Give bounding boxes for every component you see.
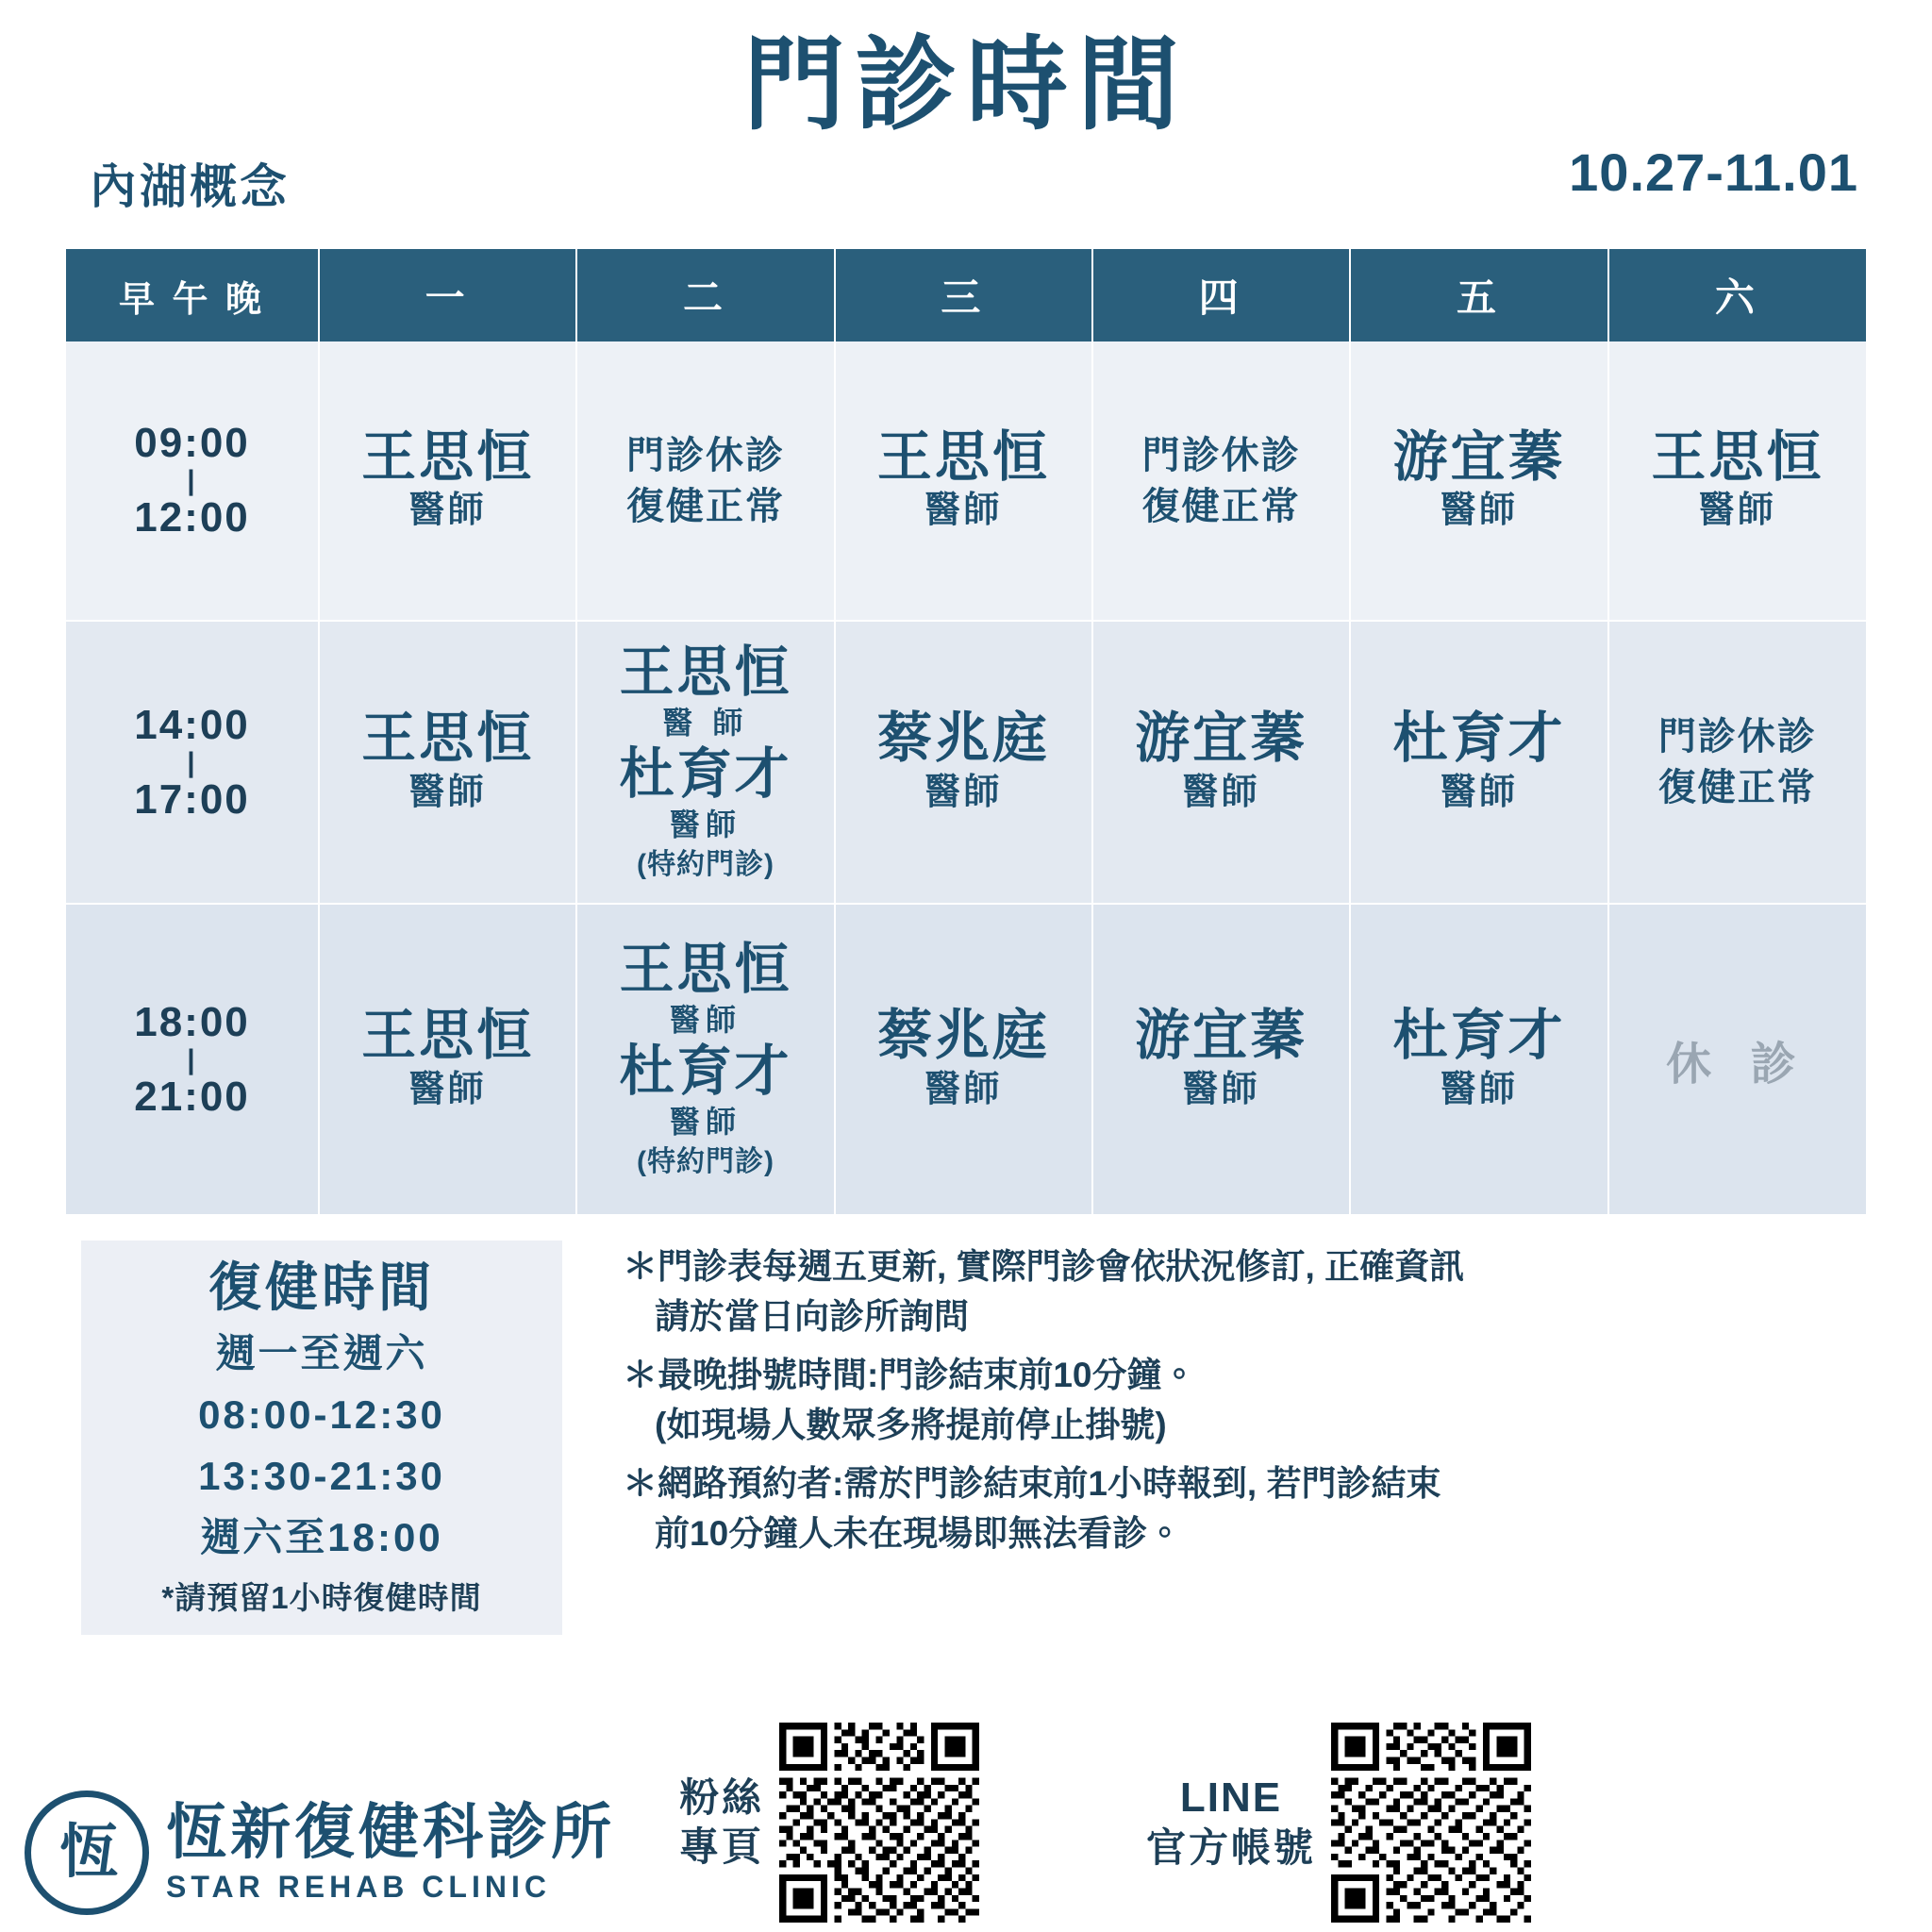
- slot-wed-morning: [835, 341, 1092, 621]
- table-row: [66, 341, 1866, 621]
- doctor-role: 醫師: [408, 1069, 487, 1109]
- doctor-name: 王思恒: [361, 708, 535, 770]
- special-clinic-note: (特約門診): [637, 1145, 774, 1177]
- doctor-role-secondary: 醫師: [669, 808, 741, 842]
- time-cell-evening: [66, 904, 319, 1215]
- time-end: 12:00: [134, 494, 250, 541]
- doctor-name: 王思恒: [361, 425, 535, 488]
- slot-tue-evening: [576, 904, 834, 1215]
- clinic-logo: [25, 1790, 615, 1915]
- doctor-name-primary: 王思恒: [619, 938, 792, 1000]
- doctor-role-secondary: 醫師: [669, 1105, 741, 1140]
- slot-note-line1: 門診休診: [625, 434, 785, 476]
- time-end: 17:00: [134, 775, 250, 823]
- table-header-row: [66, 249, 1866, 341]
- doctor-name: 游宜蓁: [1392, 425, 1566, 488]
- doctor-name: 游宜蓁: [1135, 1005, 1308, 1067]
- slot-note-line2: 復健正常: [625, 485, 785, 527]
- doctor-role: 醫師: [1182, 772, 1260, 812]
- schedule-table: [66, 249, 1866, 1216]
- note-main: ＊最晚掛號時間:門診結束前10分鐘。: [623, 1356, 1197, 1395]
- qr-group-line: [1146, 1723, 1531, 1923]
- doctor-name: 王思恒: [1651, 425, 1824, 488]
- qr-label-fans-line1: 粉絲: [679, 1774, 765, 1820]
- date-range: 10.27-11.01: [1569, 142, 1858, 203]
- clinic-name-en: STAR REHAB CLINIC: [166, 1870, 551, 1905]
- slot-mon-morning: [319, 341, 576, 621]
- note-item: [623, 1242, 1858, 1341]
- closed-badge: 休 診: [1666, 1039, 1809, 1090]
- slot-mon-evening: [319, 904, 576, 1215]
- slot-fri-afternoon: [1350, 621, 1607, 904]
- branch-name: 內湖概念: [90, 160, 290, 214]
- doctor-name: 杜育才: [1392, 1005, 1566, 1067]
- note-indent: 請於當日向診所詢問: [655, 1296, 969, 1336]
- clinic-name-cn: 恆新復健科診所: [166, 1797, 615, 1866]
- doctor-name: 王思恒: [876, 425, 1050, 488]
- column-header-thu: 四: [1092, 249, 1350, 341]
- doctor-name-secondary: 杜育才: [619, 743, 792, 806]
- slot-note-line2: 復健正常: [1657, 767, 1817, 809]
- slot-thu-morning: [1092, 341, 1350, 621]
- rehab-line-saturday: 週六至18:00: [200, 1515, 443, 1560]
- doctor-name: 蔡兆庭: [876, 1005, 1050, 1067]
- doctor-name: 蔡兆庭: [876, 708, 1050, 770]
- doctor-role: 醫師: [408, 772, 487, 812]
- slot-fri-morning: [1350, 341, 1607, 621]
- doctor-role: 醫師: [924, 1069, 1003, 1109]
- qr-label-fans-line2: 專頁: [679, 1824, 765, 1869]
- slot-mon-afternoon: [319, 621, 576, 904]
- rehab-footnote: *請預留1小時復健時間: [161, 1580, 482, 1616]
- rehab-title: 復健時間: [208, 1257, 435, 1318]
- clinic-name-block: [166, 1797, 615, 1905]
- doctor-name-secondary: 杜育才: [619, 1041, 792, 1103]
- slot-sat-morning: [1608, 341, 1866, 621]
- doctor-role-primary: 醫師: [669, 1002, 741, 1037]
- slot-sat-evening: [1608, 904, 1866, 1215]
- table-row: [66, 621, 1866, 904]
- rehab-line-evening: 13:30-21:30: [198, 1454, 445, 1499]
- note-main: ＊門診表每週五更新, 實際門診會依狀況修訂, 正確資訊: [623, 1247, 1465, 1287]
- rehab-line-days: 週一至週六: [215, 1330, 428, 1375]
- doctor-name: 王思恒: [361, 1005, 535, 1067]
- note-item: [623, 1459, 1858, 1558]
- time-start: 14:00: [134, 701, 250, 748]
- time-separator: |: [187, 1043, 197, 1075]
- doctor-name: 杜育才: [1392, 708, 1566, 770]
- qr-group-facebook: [679, 1723, 979, 1923]
- rehab-hours-box: [81, 1241, 562, 1635]
- doctor-role-primary: 醫 師: [662, 705, 749, 740]
- time-cell-afternoon: [66, 621, 319, 904]
- logo-seal-icon: [25, 1790, 149, 1915]
- note-item: [623, 1351, 1858, 1450]
- column-header-time: 早 午 晚: [66, 249, 319, 341]
- doctor-name: 游宜蓁: [1135, 708, 1308, 770]
- slot-thu-afternoon: [1092, 621, 1350, 904]
- qr-label-line-line1: LINE: [1179, 1774, 1283, 1822]
- slot-sat-afternoon: [1608, 621, 1866, 904]
- table-row: [66, 904, 1866, 1215]
- page-title: 門診時間: [742, 27, 1189, 142]
- slot-note-line2: 復健正常: [1141, 485, 1301, 527]
- slot-fri-evening: [1350, 904, 1607, 1215]
- qr-code-line[interactable]: [1331, 1723, 1531, 1923]
- time-end: 21:00: [134, 1073, 250, 1120]
- time-separator: |: [187, 465, 197, 497]
- doctor-role: 醫師: [1182, 1069, 1260, 1109]
- note-main: ＊網路預約者:需於門診結束前1小時報到, 若門診結束: [623, 1464, 1441, 1504]
- footer: [0, 1668, 1932, 1932]
- header-subrow: [0, 142, 1932, 215]
- column-header-sat: 六: [1608, 249, 1866, 341]
- time-start: 18:00: [134, 998, 250, 1045]
- slot-note-line1: 門診休診: [1141, 434, 1301, 476]
- slot-thu-evening: [1092, 904, 1350, 1215]
- doctor-role: 醫師: [1698, 491, 1776, 531]
- doctor-role: 醫師: [408, 491, 487, 531]
- column-header-tue: 二: [576, 249, 834, 341]
- slot-tue-morning: [576, 341, 834, 621]
- doctor-role: 醫師: [1440, 1069, 1518, 1109]
- doctor-name-primary: 王思恒: [619, 641, 792, 703]
- qr-code-facebook[interactable]: [779, 1723, 979, 1923]
- slot-wed-afternoon: [835, 621, 1092, 904]
- column-header-mon: 一: [319, 249, 576, 341]
- doctor-role: 醫師: [924, 491, 1003, 531]
- time-separator: |: [187, 746, 197, 778]
- column-header-wed: 三: [835, 249, 1092, 341]
- time-start: 09:00: [134, 420, 250, 467]
- time-cell-morning: [66, 341, 319, 621]
- doctor-role: 醫師: [1440, 772, 1518, 812]
- note-indent: 前10分鐘人未在現場即無法看診。: [655, 1513, 1183, 1553]
- doctor-role: 醫師: [1440, 491, 1518, 531]
- rehab-line-morning: 08:00-12:30: [198, 1392, 445, 1438]
- notes-list: [623, 1242, 1858, 1568]
- slot-tue-afternoon: [576, 621, 834, 904]
- qr-label-line-line2: 官方帳號: [1146, 1825, 1317, 1871]
- logo-seal-char: 恆: [58, 1820, 114, 1885]
- column-header-fri: 五: [1350, 249, 1607, 341]
- qr-label-line: [1146, 1772, 1316, 1874]
- doctor-role: 醫師: [924, 772, 1003, 812]
- qr-label-facebook: [679, 1774, 764, 1873]
- special-clinic-note: (特約門診): [637, 848, 774, 880]
- slot-note-line1: 門診休診: [1657, 716, 1817, 758]
- slot-wed-evening: [835, 904, 1092, 1215]
- note-indent: (如現場人數眾多將提前停止掛號): [655, 1405, 1167, 1444]
